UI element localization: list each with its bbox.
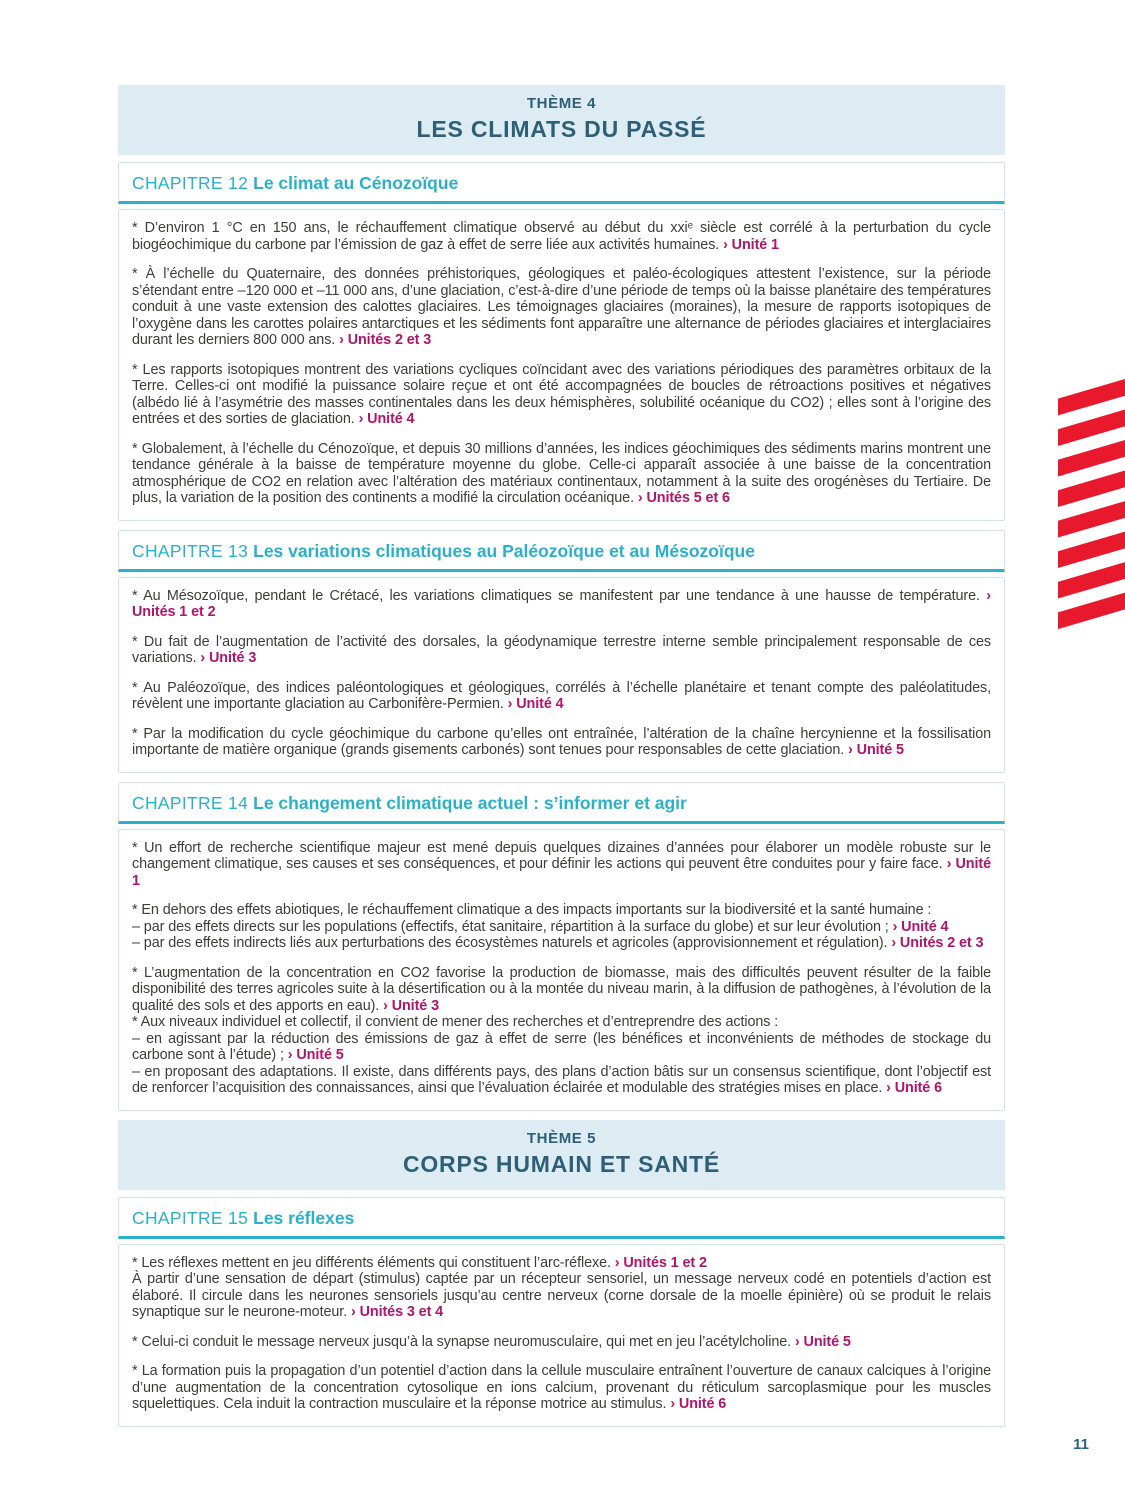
chapter-summary-box <box>118 829 1005 1111</box>
unit-reference: › Unité 5 <box>794 1333 851 1350</box>
unit-reference: › Unité 6 <box>670 1396 727 1412</box>
summary-paragraph: * D’environ 1 °C en 150 ans, le réchauffement climatique observé au début du xxiᵉ siècle est corrélé à la perturbation du cycle biogéochimique du carbone par l’émission de gaz à effet de serre liée aux activités humaines. › Unité 1 <box>132 220 991 253</box>
theme-title: CORPS HUMAIN ET SANTÉ <box>402 1150 721 1177</box>
summary-paragraph: * Au Mésozoïque, pendant le Crétacé, les variations climatiques se manifestent par une tendance à une hausse de température. › Unités 1 et 2 <box>132 587 991 620</box>
summary-paragraph: * Les réflexes mettent en jeu différents éléments qui constituent l’arc-réflexe. › Unités 1 et 2 À partir d’une sensation de départ (stimulus) captée par un récepteur sensoriel, un message nerveux codé en potentiels d’action est élaboré. Il circule dans les neurones sensoriels jusqu’au centre nerveux (corne dorsale de la moelle épinière) où se produit le relais synaptique sur le neurone-moteur. › Unités 3 et 4 <box>132 1254 991 1320</box>
summary-paragraph: * L’augmentation de la concentration en CO2 favorise la production de biomasse, mais des difficultés peuvent résulter de la faible disponibilité des terres agricoles suite à la désertification ou à la montée du niveau marin, à la diffusion de pathogènes, à l’évolution de la qualité des sols et des apports en eau). › Unité 3 <box>132 964 991 1014</box>
unit-reference: › Unité 4 <box>358 411 415 427</box>
chapter-title: Le changement climatique actuel : s’informer et agir <box>253 792 687 813</box>
unit-reference: › Unités 1 et 2 <box>614 1254 707 1271</box>
chapter-card <box>118 1197 1005 1427</box>
chapter-label: CHAPITRE 13 <box>132 540 249 561</box>
chapter-label: CHAPITRE 15 <box>132 1207 249 1228</box>
unit-reference: › Unité 5 <box>848 742 904 758</box>
unit-reference: › Unité 6 <box>886 1080 943 1096</box>
unit-reference: › Unités 2 et 3 <box>891 935 984 951</box>
theme-section <box>118 85 1005 1111</box>
summary-paragraph: * Aux niveaux individuel et collectif, il convient de mener des recherches et d’entreprendre des actions : – en agissant par la réduction des émissions de gaz à effet de serre (les bénéfices et inconvénients de méthodes de stockage du carbone sont à l’étude) ; › Unité 5 – en proposant des adaptations. Il existe, dans différents pays, des plans d’action bâtis sur un consensus scientifique, dont l’objectif est de renforcer l’acquisition des connaissances, ainsi que l’évaluation éclairée et modulable des stratégies mises en place. › Unité 6 <box>132 1014 991 1096</box>
unit-reference: › Unité 4 <box>507 696 564 712</box>
summary-paragraph: * Par la modification du cycle géochimique du carbone qu’elles ont entraînée, l’altération de la chaîne hercynienne et la fossilisation importante de matière organique (grands gisements carbonés) sont tenues pour responsables de cette glaciation. › Unité 5 <box>132 725 991 758</box>
chapter-header <box>118 162 1005 204</box>
theme-section <box>118 1120 1005 1427</box>
summary-paragraph: * En dehors des effets abiotiques, le réchauffement climatique a des impacts importants sur la biodiversité et la santé humaine : – par des effets directs sur les populations (effectifs, état sanitaire, répartition à la surface du globe) et sur leur évolution ; › Unité 4 – par des effets indirects liés aux perturbations des écosystèmes naturels et agricoles (approvisionnement et régulation). › Unités 2 et 3 <box>132 902 984 951</box>
theme-header <box>118 85 1005 155</box>
summary-paragraph: * Celui-ci conduit le message nerveux jusqu’à la synapse neuromusculaire, qui met en jeu l’acétylcholine. › Unité 5 <box>132 1333 851 1350</box>
chapter-header <box>118 530 1005 572</box>
unit-reference: › Unités 5 et 6 <box>637 490 730 506</box>
page-content <box>118 85 1005 1436</box>
unit-reference: › Unité 3 <box>200 650 257 666</box>
chapter-summary-box <box>118 1244 1005 1427</box>
unit-reference: › Unités 3 et 4 <box>351 1304 444 1320</box>
chapter-title: Les variations climatiques au Paléozoïque et au Mésozoïque <box>253 540 755 561</box>
chapter-header <box>118 1197 1005 1239</box>
chapter-title: Le climat au Cénozoïque <box>253 173 459 193</box>
summary-paragraph: * Les rapports isotopiques montrent des variations cycliques coïncidant avec des variations périodiques des paramètres orbitaux de la Terre. Celles-ci ont modifié la puissance solaire reçue et ont été accompagnées de boucles de rétroactions positives et négatives (albédo lié à l’asymétrie des masses continentales dans les deux hémisphères, solubilité océanique du CO2) ; elles sont à l’origine des entrées et des sorties de glaciation. › Unité 4 <box>132 361 991 427</box>
chapter-label: CHAPITRE 12 <box>132 173 249 193</box>
summary-paragraph: * Au Paléozoïque, des indices paléontologiques et géologiques, corrélés à l’échelle planétaire et tenant compte des paléolatitudes, révèlent une importante glaciation au Carbonifère-Permien. › Unité 4 <box>132 679 991 712</box>
page-number: 11 <box>1073 1436 1089 1453</box>
chapter-summary-box <box>118 577 1005 773</box>
chapter-label: CHAPITRE 14 <box>132 792 249 813</box>
chapter-header <box>118 782 1005 824</box>
chapter-title: Les réflexes <box>253 1207 355 1228</box>
theme-kicker: THÈME 4 <box>526 95 597 112</box>
theme-title: LES CLIMATS DU PASSÉ <box>416 116 707 142</box>
summary-paragraph: * À l’échelle du Quaternaire, des données préhistoriques, géologiques et paléo-écologiques attestent l’existence, sur la période s’étendant entre –120 000 et –11 000 ans, d’une glaciation, c’est-à-dire d’une période de temps où la baisse planétaire des températures conduit à une vaste extension des calottes glaciaires. Les témoignages glaciaires (moraines), la mesure de rapports isotopiques de l’oxygène dans les carottes polaires antarctiques et les sédiments font apparaître une alternance de périodes glaciaires et interglaciaires durant les derniers 800 000 ans. › Unités 2 et 3 <box>132 266 991 348</box>
theme-header <box>118 1120 1005 1190</box>
unit-reference: › Unités 2 et 3 <box>339 332 432 348</box>
unit-reference: › Unité 3 <box>383 997 439 1014</box>
chapter-card <box>118 782 1005 1111</box>
red-stripes-decoration <box>1058 378 1125 634</box>
summary-paragraph: * Un effort de recherche scientifique majeur est mené depuis quelques dizaines d’années pour élaborer un modèle robuste sur le changement climatique, ses causes et ses conséquences, et pour définir les actions qui peuvent être conduites pour y faire face. › Unité 1 <box>132 839 991 889</box>
unit-reference: › Unité 5 <box>287 1047 344 1063</box>
unit-reference: › Unité 1 <box>132 856 991 889</box>
unit-reference: › Unité 4 <box>892 918 949 935</box>
diagonal-stripes-icon <box>1058 378 1125 634</box>
summary-paragraph: * Globalement, à l’échelle du Cénozoïque, et depuis 30 millions d’années, les indices géochimiques des sédiments marins montrent une tendance générale à la baisse de température moyenne du globe. Celle-ci apparaît associée à une baisse de la concentration atmosphérique de CO2 en relation avec l’altération des matériaux continentaux, notamment à la suite des orogénèses du Tertiaire. De plus, la variation de la position des continents a modifié la circulation océanique. › Unités 5 et 6 <box>132 440 991 506</box>
summary-paragraph: * Du fait de l’augmentation de l’activité des dorsales, la géodynamique terrestre interne semble principalement responsable de ces variations. › Unité 3 <box>132 633 991 666</box>
theme-chapters <box>118 1197 1005 1427</box>
unit-reference: › Unité 1 <box>723 236 779 253</box>
summary-paragraph: * La formation puis la propagation d’un potentiel d’action dans la cellule musculaire entraînent l’ouverture de canaux calciques à l’origine d’une augmentation de la concentration cytosolique en ions calcium, provenant du réticulum sarcoplasmique pour les muscles squelettiques. Cela induit la contraction musculaire et la réponse motrice au stimulus. › Unité 6 <box>132 1363 991 1412</box>
theme-kicker: THÈME 5 <box>526 1129 597 1147</box>
chapter-card <box>118 162 1005 521</box>
theme-chapters <box>118 162 1005 1111</box>
chapter-summary-box <box>118 209 1005 521</box>
chapter-card <box>118 530 1005 773</box>
unit-reference: › Unités 1 et 2 <box>132 587 991 620</box>
